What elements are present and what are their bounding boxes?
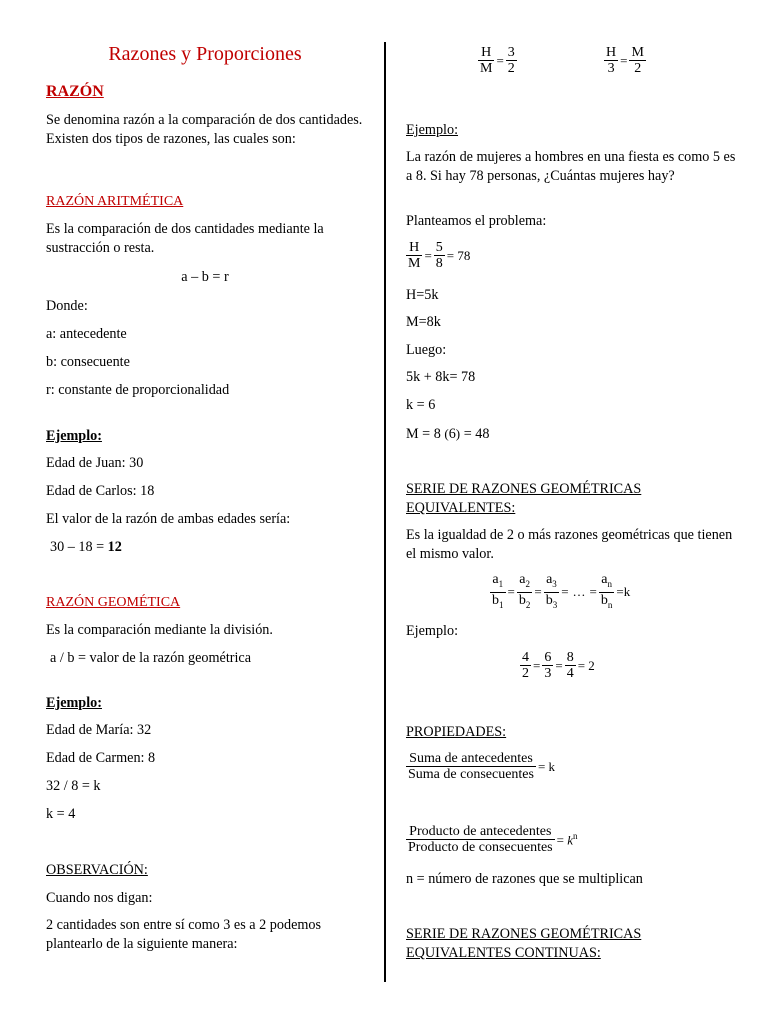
arit-formula: a – b = r xyxy=(181,269,229,285)
ej2-line1: Edad de María: 32 xyxy=(46,722,152,738)
razon-intro: Se denomina razón a la comparación de dos cantidades. Existen dos tipos de razones, las cuales son: xyxy=(46,112,363,147)
n-definition: n = número de razones que se multiplican xyxy=(406,871,643,887)
k-equals-6: k = 6 xyxy=(406,397,436,413)
h-equals-5k: H=5k xyxy=(406,287,439,303)
geom-desc: Es la comparación mediante la división. xyxy=(46,622,273,638)
fraction: $\frac{a_n}{b_n}$ xyxy=(600,572,613,610)
arit-heading: RAZÓN ARITMÉTICA xyxy=(46,194,184,209)
fraction: $\frac{H}{3}$ xyxy=(606,45,617,76)
arit-desc: Es la comparación de dos cantidades mediante la sustracción o resta. xyxy=(46,221,324,256)
razon-heading: RAZÓN xyxy=(46,83,104,100)
ejemplo2-heading-right: Ejemplo: xyxy=(406,623,459,639)
page-title: Razones y Proporciones xyxy=(108,43,302,65)
geom-formula: a / b = valor de la razón geométrica xyxy=(50,650,252,666)
obs-heading: OBSERVACIÓN: xyxy=(46,862,148,878)
fraction: $\frac{\text{Producto de antecedentes}}{\text{Producto de consecuentes}}$ xyxy=(408,824,553,855)
ej2-line3: 32 / 8 = k xyxy=(46,778,101,794)
fraction: $\frac{8}{4}$ xyxy=(566,650,574,681)
ej2-line2: Edad de Carmen: 8 xyxy=(46,750,156,766)
ejemplo2-heading: Ejemplo: xyxy=(46,695,102,711)
ratio-formula-h-3: $\frac{H}{3}$ = $\frac{M}{2}$ xyxy=(606,45,644,76)
ejemplo-heading-right: Ejemplo: xyxy=(406,122,459,138)
def-consecuente: b: consecuente xyxy=(46,354,130,370)
fraction: $\frac{a_3}{b_3}$ xyxy=(545,572,558,610)
ej1-line1: Edad de Juan: 30 xyxy=(46,455,144,471)
serie-formula: $\frac{a_1}{b_1}$ = $\frac{a_2}{b_2}$ = $\frac{a_3}{b_3}$ = … = $\frac{a_n}{b_n}$ =k xyxy=(490,572,632,613)
fraction: $\frac{4}{2}$ xyxy=(522,650,529,681)
def-antecedente: a: antecedente xyxy=(46,326,127,342)
ej2-line4: k = 4 xyxy=(46,806,76,822)
planteamos-text: Planteamos el problema: xyxy=(406,213,547,229)
ratio-formula-h-m: $\frac{H}{M}$ = $\frac{3}{2}$ xyxy=(480,45,515,76)
fraction: $\frac{H}{M}$ xyxy=(480,45,493,76)
luego-text: Luego: xyxy=(406,342,447,358)
fraction: $\frac{3}{2}$ xyxy=(507,45,515,76)
ejemplo1-heading: Ejemplo: xyxy=(46,428,102,444)
fraction: $\frac{a_2}{b_2}$ xyxy=(518,572,531,610)
sum-equation: 5k + 8k= 78 xyxy=(406,369,476,385)
ej1-result-value: 12 xyxy=(107,539,122,555)
fraction: $\frac{H}{M}$ xyxy=(408,240,421,271)
problem-text: La razón de mujeres a hombres en una fiesta es como 5 es a 8. Si hay 78 personas, ¿Cuántas mujeres hay? xyxy=(406,149,736,184)
ej1-line2: Edad de Carlos: 18 xyxy=(46,483,155,499)
serie-desc: Es la igualdad de 2 o más razones geométricas que tienen el mismo valor. xyxy=(406,527,733,562)
ej1-line3: El valor de la razón de ambas edades sería: xyxy=(46,511,291,527)
fraction: $\frac{a_1}{b_1}$ xyxy=(492,572,504,610)
property-product-formula: $\frac{\text{Producto de antecedentes}}{\text{Producto de consecuentes}}$ = $k^n$ xyxy=(408,824,578,855)
column-divider xyxy=(384,42,386,982)
m-equals-8k: M=8k xyxy=(406,314,441,330)
fraction: $\frac{6}{3}$ xyxy=(544,650,552,681)
def-constante: r: constante de proporcionalidad xyxy=(46,382,230,398)
fraction: $\frac{M}{2}$ xyxy=(631,45,644,76)
fraction: $\frac{\text{Suma de antecedentes}}{\text{Suma de consecuentes}}$ xyxy=(408,751,534,782)
geom-heading: RAZÓN GEOMÉTICA xyxy=(46,595,181,610)
serie-continuas-heading: SERIE DE RAZONES GEOMÉTRICAS EQUIVALENTES CONTINUAS: xyxy=(406,926,642,961)
ej1-result-expr: 30 – 18 = xyxy=(50,539,108,555)
obs-line1: Cuando nos digan: xyxy=(46,890,153,906)
serie-heading: SERIE DE RAZONES GEOMÉTRICAS EQUIVALENTES: xyxy=(406,481,642,516)
donde-label: Donde: xyxy=(46,298,88,314)
problem-formula: $\frac{H}{M}$ = $\frac{5}{8}$ = 78 xyxy=(408,240,471,271)
fraction: $\frac{5}{8}$ xyxy=(435,240,443,271)
propiedades-heading: PROPIEDADES: xyxy=(406,724,507,740)
property-sum-formula: $\frac{\text{Suma de antecedentes}}{\text{Suma de consecuentes}}$ = k xyxy=(408,751,556,782)
example-series-formula: $\frac{4}{2}$ = $\frac{6}{3}$ = $\frac{8}{4}$ = 2 xyxy=(522,650,595,681)
m-result: M = 8 (6) = 48 xyxy=(406,426,490,442)
obs-line2: 2 cantidades son entre sí como 3 es a 2 podemos plantearlo de la siguiente manera: xyxy=(46,917,322,952)
ej1-result xyxy=(50,538,368,557)
